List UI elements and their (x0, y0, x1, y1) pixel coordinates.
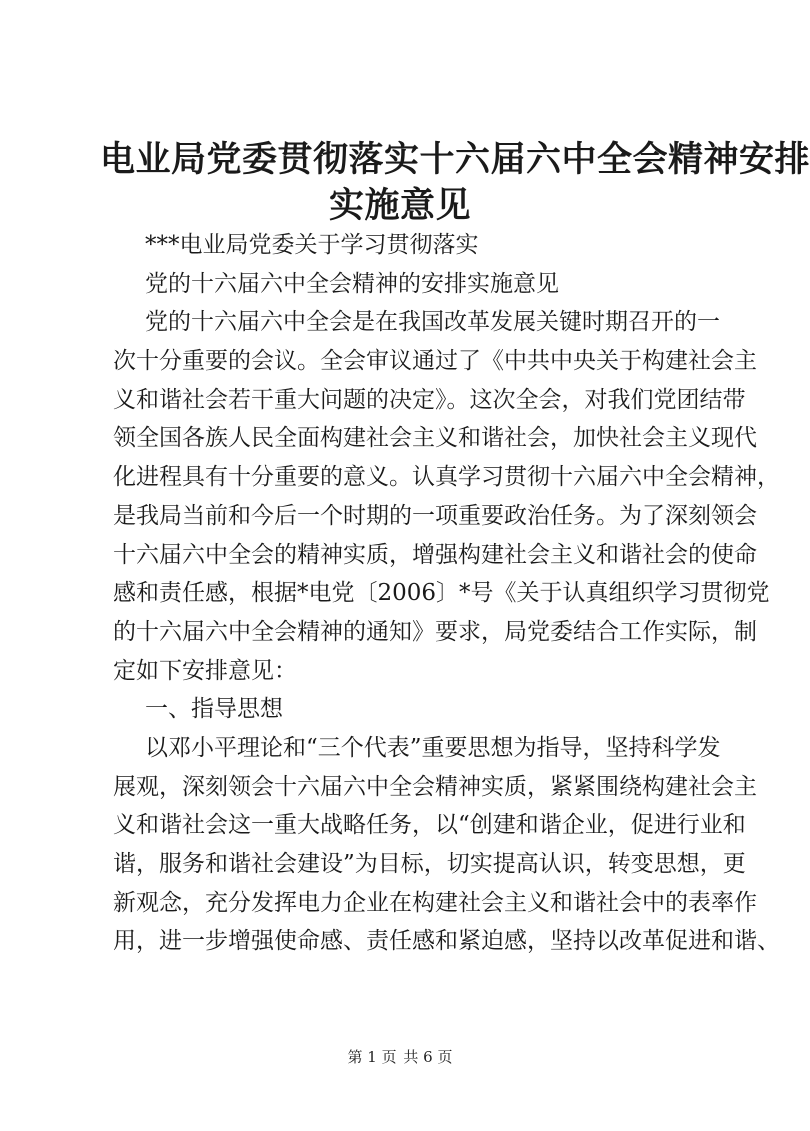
subtitle-line-2: 党的十六届六中全会精神的安排实施意见 (145, 270, 559, 297)
paragraph-line: 次十分重要的会议。全会审议通过了《中共中央关于构建社会主 (113, 348, 757, 375)
page-total: 共 6 页 (403, 1048, 453, 1066)
paragraph-line: 义和谐社会若干重大问题的决定》。这次全会，对我们党团结带 (113, 386, 746, 413)
paragraph-line: 十六届六中全会的精神实质，增强构建社会主义和谐社会的使命 (113, 541, 757, 568)
paragraph-line: 新观念，充分发挥电力企业在构建社会主义和谐社会中的表率作 (113, 889, 757, 916)
paragraph-line: 谐，服务和谐社会建设”为目标，切实提高认识，转变思想，更 (113, 851, 746, 877)
paragraph-line: 义和谐社会这一重大战略任务，以“创建和谐企业，促进行业和 (113, 812, 746, 839)
document-title-line-2: 实施意见 (328, 185, 471, 226)
paragraph-line: 党的十六届六中全会是在我国改革发展关键时期召开的一 (145, 309, 720, 336)
paragraph-line: 展观，深刻领会十六届六中全会精神实质，紧紧围绕构建社会主 (113, 773, 757, 800)
section-heading: 一、指导思想 (145, 696, 283, 723)
paragraph-line: 感和责任感，根据*电党〔2006〕*号《关于认真组织学习贯彻党 (113, 580, 770, 607)
subtitle-line-1: ***电业局党委关于学习贯彻落实 (145, 232, 479, 258)
paragraph-line: 定如下安排意见： (113, 657, 297, 684)
paragraph-line: 化进程具有十分重要的意义。认真学习贯彻十六届六中全会精神， (113, 464, 780, 491)
paragraph-line: 的十六届六中全会精神的通知》要求，局党委结合工作实际，制 (113, 618, 757, 645)
page-number: 第 1 页 (347, 1048, 397, 1066)
document-title-line-1: 电业局党委贯彻落实十六届六中全会精神安排 (100, 139, 810, 180)
page-footer (0, 1046, 800, 1067)
paragraph-line: 以邓小平理论和“三个代表”重要思想为指导，坚持科学发 (145, 734, 721, 761)
paragraph-line: 领全国各族人民全面构建社会主义和谐社会，加快社会主义现代 (113, 425, 757, 452)
paragraph-line: 是我局当前和今后一个时期的一项重要政治任务。为了深刻领会 (113, 502, 757, 529)
paragraph-line: 用，进一步增强使命感、责任感和紧迫感，坚持以改革促进和谐、 (113, 928, 780, 955)
document-body (113, 226, 780, 961)
